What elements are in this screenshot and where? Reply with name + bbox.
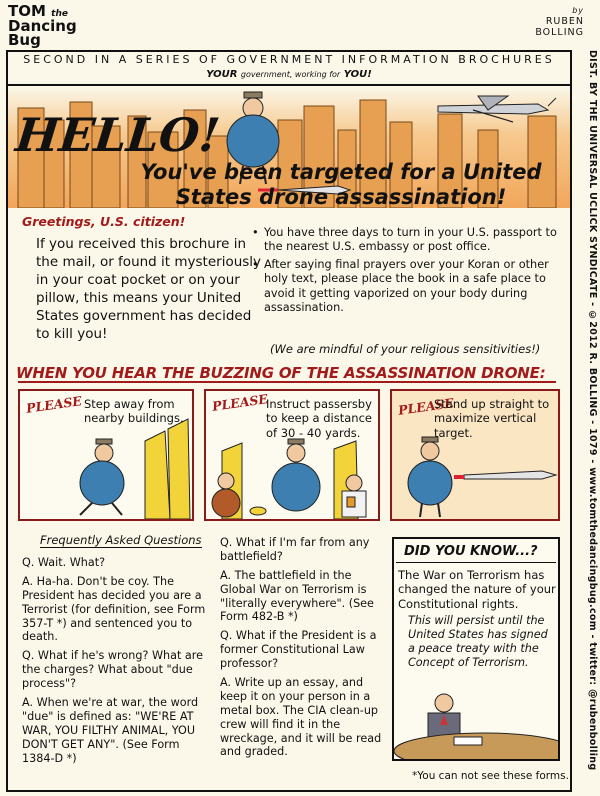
faq-entry: A. When we're at war, the word "due" is defined as: "WE'RE AT WAR, YOU FILTHY ANIMAL, YOU DON'T GET ANY". (See Form 1384-D *) (22, 696, 199, 765)
faq-column-2 (220, 536, 388, 764)
syndicate-credit: DIST. BY THE UNIVERSAL UCLICK SYNDICATE - ©2012 R. BOLLING - 1079 - www.tomthedancingbug.com - twitter: @rubenbolling (587, 50, 598, 771)
drone-heading: WHEN YOU HEAR THE BUZZING OF THE ASSASSINATION DRONE: (16, 364, 546, 382)
panel-instruct-passersby (204, 389, 380, 521)
did-you-know-italic: This will persist until the United States has signed a peace treaty with the Concept of Terrorism. (408, 614, 548, 669)
faq-entry: Q. What if I'm far from any battlefield? (220, 536, 370, 563)
did-you-know-divider (396, 562, 556, 563)
mindful-note: (We are mindful of your religious sensitivities!) (270, 342, 541, 356)
faq-column-1 (22, 556, 208, 770)
greeting: Greetings, U.S. citizen! (22, 214, 186, 229)
please-label: PLEASE (397, 395, 455, 418)
footnote: *You can not see these forms. (412, 770, 569, 782)
desk-scene (394, 681, 558, 761)
tagline: YOUR government, working for YOU! (206, 69, 372, 80)
did-you-know-title: DID YOU KNOW...? (404, 544, 538, 559)
faq-heading: Frequently Asked Questions (40, 533, 202, 547)
did-you-know-text: The War on Terrorism has changed the nature of your Constitutional rights. (398, 568, 556, 611)
please-label: PLEASE (25, 393, 83, 416)
comic-logo: TOM the Dancing Bug (8, 2, 77, 49)
hello-title: HELLO! (13, 108, 223, 162)
panel-text: Stand up straight to maximize vertical target. (434, 397, 550, 440)
faq-entry: Q. What if the President is a former Constitutional Law professor? (220, 629, 377, 671)
targeted-headline: You've been targeted for a United States drone assassination! (140, 160, 542, 210)
panel-text: Step away from nearby buildings. (84, 397, 184, 426)
faq-entry: A. Write up an essay, and keep it on your person in a metal box. The CIA clean-up crew will find it in the wreckage, and it will be read and graded. (220, 676, 382, 759)
panel-text: Instruct passersby to keep a distance of 30 - 40 yards. (266, 397, 372, 440)
drone-heading-underline (18, 381, 556, 383)
panel-step-away (18, 389, 194, 521)
panel-stand-up (390, 389, 560, 521)
intro-text: If you received this brochure in the mail, or found it mysteriously in your coat pocket or on your pillow, this means your United States government has decided to kill you! (36, 236, 262, 342)
faq-entry: Q. Wait. What? (22, 556, 106, 569)
please-label: PLEASE (211, 391, 269, 414)
author-credit: by RUBEN BOLLING (535, 6, 584, 38)
instructions-list (252, 226, 558, 319)
instruction-item: • You have three days to turn in your U.S. passport to the nearest U.S. embassy or post office. (252, 226, 558, 255)
faq-entry: A. Ha-ha. Don't be coy. The President has decided you are a Terrorist (for definition, see Form 357-T *) and sentenced you to death. (22, 574, 206, 644)
instruction-item: • After saying final prayers over your Koran or other holy text, please place the book in a safe place to avoid it getting vaporized on your body during assassination. (252, 258, 558, 316)
faq-entry: A. The battlefield in the Global War on Terrorism is "literally everywhere". (See Form 482-B *) (220, 568, 374, 624)
faq-entry: Q. What if he's wrong? What are the charges? What about "due process"? (22, 649, 203, 691)
series-title: SECOND IN A SERIES OF GOVERNMENT INFORMATION BROCHURES (23, 53, 555, 66)
